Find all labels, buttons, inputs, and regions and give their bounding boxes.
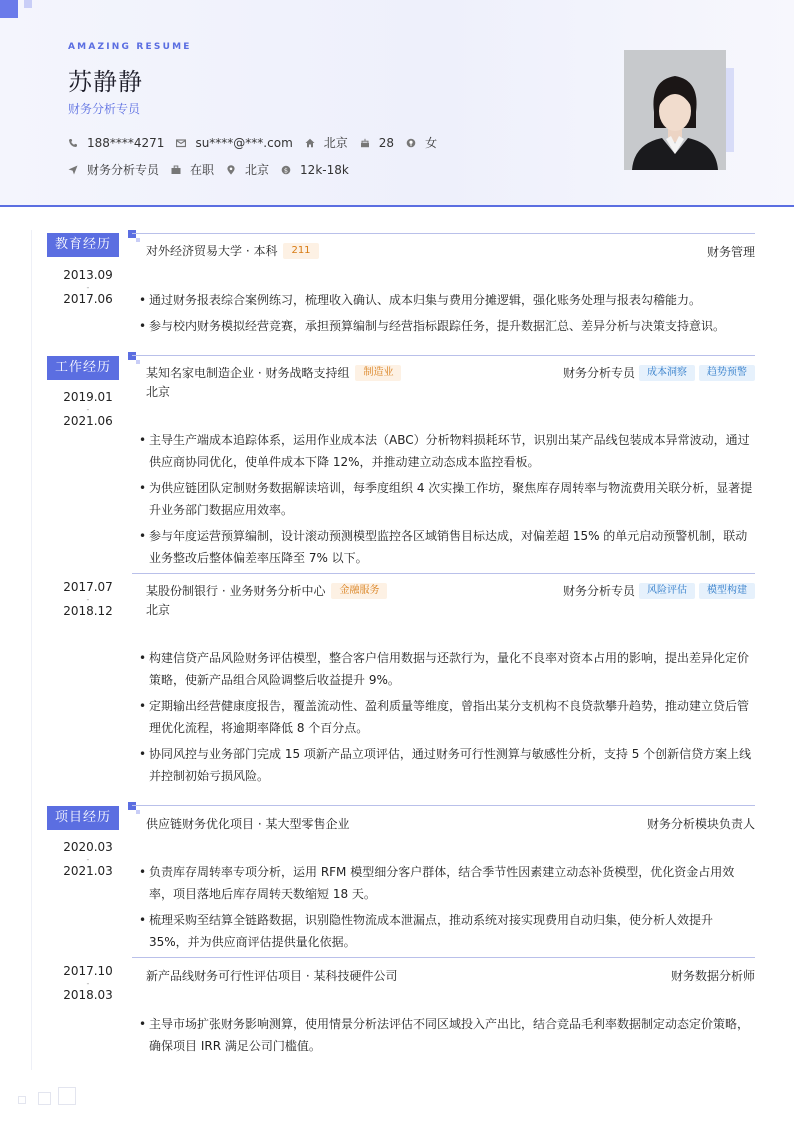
header-kicker: AMAZING RESUME [68, 42, 192, 52]
edu-start-date: 2013.09 [63, 268, 113, 282]
list-item: • 通过财务报表综合案例练习，梳理收入确认、成本归集与费用分摊逻辑，强化账务处理与报表勾稽能力。 [139, 293, 702, 307]
list-item: • 构建信贷产品风险财务评估模型，整合客户信用数据与还款行为，量化不良率对资本占用的影响，提出差异化定价策略，使新产品组合风险调整后收益提升 9%。 [139, 651, 750, 687]
edu-end-date: 2017.06 [63, 292, 113, 306]
email-value: su****@***.com [195, 135, 293, 150]
job-role [563, 582, 755, 599]
list-item: • 主导生产端成本追踪体系，运用作业成本法（ABC）分析物料损耗环节，识别出某产品线包装成本异常波动，通过供应商协同优化，使单件成本下降 12%，并推动建立动态成本监控看板。 [139, 433, 750, 469]
decor-square [0, 0, 18, 18]
section-marker [128, 352, 136, 360]
date-separator: - [86, 979, 90, 988]
project-name: 供应链财务优化项目 · 某大型零售企业 [146, 817, 350, 831]
send-icon [68, 165, 78, 175]
project-role: 财务分析模块负责人 [646, 817, 755, 831]
section-marker-small [136, 810, 140, 814]
section-divider [132, 233, 755, 234]
job-company [146, 582, 387, 599]
skill-tag: 风险评估 [639, 583, 695, 599]
list-item: • 定期输出经营健康度报告，覆盖流动性、盈利质量等维度，曾指出某分支机构不良贷款攀升趋势，推动建立贷后管理优化流程，将逾期率降低 8 个百分点。 [139, 699, 750, 735]
mail-icon [176, 138, 186, 148]
list-item: • 协同风控与业务部门完成 15 项新产品立项评估，通过财务可行性测算与敏感性分析，支持 5 个创新信贷方案上线并控制初始亏损风险。 [139, 747, 752, 783]
project-name: 新产品线财务可行性评估项目 · 某科技硬件公司 [146, 969, 398, 983]
list-item: • 负责库存周转率专项分析，运用 RFM 模型细分客户群体，结合季节性因素建立动态补货模型，优化资金占用效率，项目落地后库存周转天数缩短 18 天。 [139, 865, 735, 901]
project-start-date: 2020.03 [63, 840, 113, 854]
school-name: 对外经济贸易大学 · 本科 [146, 244, 278, 258]
section-label-education: 教育经历 [47, 233, 119, 257]
skill-tag: 趋势预警 [699, 365, 755, 381]
list-item: • 为供应链团队定制财务数据解读培训，每季度组织 4 次实操工作坊，聚焦库存周转率与物流费用关联分析，显著提升业务部门数据应用效率。 [139, 481, 753, 517]
age-value: 28 [378, 135, 395, 150]
candidate-name: 苏静静 [68, 68, 143, 96]
industry-tag: 制造业 [355, 365, 401, 381]
salary-value: 12k-18k [300, 162, 349, 177]
gender-icon [406, 138, 416, 148]
header-divider [0, 205, 794, 207]
industry-tag: 金融服务 [331, 583, 387, 599]
intention-row [68, 161, 361, 178]
target-role-value: 财务分析专员 [87, 163, 160, 177]
briefcase-icon [171, 165, 181, 175]
decor-square-outline [58, 1087, 76, 1105]
home-icon [305, 138, 315, 148]
school-tag: 211 [283, 243, 318, 259]
job-start-date: 2019.01 [63, 390, 113, 404]
company-name: 某知名家电制造企业 · 财务战略支持组 [146, 366, 350, 380]
section-divider [132, 805, 755, 806]
contact-row [68, 134, 449, 151]
job-end-date: 2018.12 [63, 604, 113, 618]
list-item: • 参与校内财务模拟经营竞赛，承担预算编制与经营指标跟踪任务，提升数据汇总、差异分析与决策支持意识。 [139, 319, 726, 333]
role-title: 财务分析专员 [562, 366, 635, 380]
date-separator: - [86, 595, 90, 604]
edu-school [146, 242, 319, 259]
project-start-date: 2017.10 [63, 964, 113, 978]
decor-square-outline [38, 1092, 51, 1105]
cake-icon [360, 138, 370, 148]
entry-divider [132, 573, 755, 574]
entry-divider [132, 957, 755, 958]
timeline-rail [31, 230, 32, 1070]
decor-square-outline [18, 1096, 26, 1104]
money-icon [281, 165, 291, 175]
job-company [146, 364, 401, 381]
project-end-date: 2021.03 [63, 864, 113, 878]
job-role [563, 364, 755, 381]
svg-text:$: $ [283, 165, 289, 174]
project-end-date: 2018.03 [63, 988, 113, 1002]
home-value: 北京 [323, 136, 348, 150]
gender-value: 女 [425, 136, 438, 150]
job-start-date: 2017.07 [63, 580, 113, 594]
date-separator: - [86, 855, 90, 864]
section-marker [128, 802, 136, 810]
skill-tag: 成本洞察 [639, 365, 695, 381]
phone-icon [68, 138, 78, 148]
target-city-value: 北京 [245, 163, 270, 177]
status-value: 在职 [190, 163, 215, 177]
list-item: • 参与年度运营预算编制，设计滚动预测模型监控各区域销售目标达成，对偏差超 15% 的单元启动预警机制，联动业务整改后整体偏差率压降至 7% 以下。 [139, 529, 748, 565]
section-label-work: 工作经历 [47, 356, 119, 380]
section-marker-small [136, 360, 140, 364]
date-separator: - [86, 283, 90, 292]
profile-photo [624, 50, 726, 170]
phone-value: 188****4271 [87, 135, 165, 150]
section-label-projects: 项目经历 [47, 806, 119, 830]
location-pin-icon [226, 165, 236, 175]
section-marker-small [136, 238, 140, 242]
decor-square-small [24, 0, 32, 8]
skill-tag: 模型构建 [699, 583, 755, 599]
candidate-title: 财务分析专员 [68, 102, 141, 116]
job-end-date: 2021.06 [63, 414, 113, 428]
job-city: 北京 [146, 603, 171, 617]
section-divider [132, 355, 755, 356]
job-city: 北京 [146, 385, 171, 399]
role-title: 财务分析专员 [562, 584, 635, 598]
date-separator: - [86, 405, 90, 414]
project-role: 财务数据分析师 [670, 969, 755, 983]
list-item: • 梳理采购至结算全链路数据，识别隐性物流成本泄漏点，推动系统对接实现费用自动归集，使分析人效提升 35%，并为供应商评估提供量化依据。 [139, 913, 714, 949]
list-item: • 主导市场扩张财务影响测算，使用情景分析法评估不同区域投入产出比，结合竞品毛利率数据制定动态定价策略，确保项目 IRR 满足公司门槛值。 [139, 1017, 750, 1053]
company-name: 某股份制银行 · 业务财务分析中心 [146, 584, 326, 598]
edu-major: 财务管理 [706, 245, 755, 259]
section-marker [128, 230, 136, 238]
